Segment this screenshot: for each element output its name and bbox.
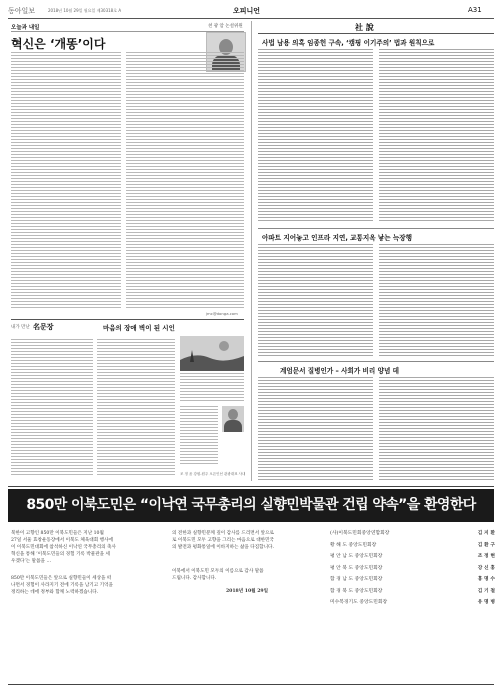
essay-top-rule: [11, 319, 244, 320]
ad-line: 850만 이북도민들은 앞으로 실향민들이 세상을 떠: [11, 576, 112, 581]
editorial-text-3b: [379, 377, 494, 481]
ad-line: 북한이 고향인 850만 이북도민들은 지난 10월: [11, 531, 104, 536]
sponsor-name: 김 기 철: [477, 587, 495, 594]
sponsor-name: 홍 명 수: [477, 576, 495, 582]
editorial-text-2a: [258, 244, 373, 356]
essay-header: [11, 322, 244, 336]
sponsor-org: 함 경 남 도 중앙도민회장: [330, 577, 383, 582]
essay-illustration: [180, 336, 244, 371]
essay-series: 내가 만난: [11, 325, 30, 330]
ad-line: 나면서 경험이 사라지기 전에 기록을 남기고 기억을: [11, 583, 113, 588]
sponsor-name: 유 명 병: [477, 599, 495, 605]
masthead: [8, 6, 494, 17]
ad-line: 이북에서 이북도민 모두의 이름으로 감사 말씀: [172, 569, 264, 574]
sponsor-row: [330, 551, 495, 563]
ad-line: 의 발전과 평화통일에 이바지하는 삶을 다짐합니다.: [172, 545, 274, 550]
editorial-rule-3: [258, 361, 494, 362]
sponsor-name: 조 정 현: [477, 553, 495, 559]
essay-text-4: [180, 406, 218, 466]
section-name: 오피니언: [233, 7, 261, 15]
essay-series-name: 名문장: [33, 322, 54, 331]
ad-headline: 850만 이북도민은 “이낙연 국무총리의 실향민박물관 건립 약속”을 환영한다: [26, 497, 476, 513]
newspaper-name: 동아일보: [8, 7, 36, 15]
editorial-rule-1: [258, 33, 494, 34]
column-divider: [251, 21, 252, 481]
ad-body-mid: [172, 530, 322, 660]
ad-banner: [8, 489, 494, 522]
ad-bottom-rule: [8, 684, 494, 685]
sunset-scene-icon: [180, 336, 244, 371]
page-number: A31: [468, 6, 482, 14]
ad-line: 정리하는 데에 정부와 함께 노력하겠습니다.: [11, 590, 99, 595]
sponsor-row: [330, 597, 495, 609]
masthead-rule: [8, 18, 494, 19]
ad-sponsor-list: [330, 528, 495, 609]
editorial-title-2: 아파트 지어놓고 인프라 지연, 교통지옥 낳는 늑장행: [262, 234, 413, 242]
editorial-title-3: 계엄문서 질병인가 – 사회가 비리 양념 데: [280, 367, 399, 375]
editorial-text-2b: [379, 244, 494, 356]
editorial-kicker: 社 說: [355, 22, 374, 32]
ad-body-left: [11, 530, 171, 660]
sponsor-org: 황 해 도 중앙도민회장: [330, 542, 377, 548]
editorial-text-3a: [258, 377, 373, 481]
column-series: 오늘과 내일: [11, 25, 40, 31]
editorial-text-1a: [258, 49, 373, 223]
sponsor-row: [330, 574, 495, 586]
ad-line: 혁신을 통해 ‘이북도민들의 경험 기록 박물관을 세: [11, 552, 110, 557]
essay-author: 조 정 윤 강원-원주 오픈인선 관광대표 사내: [180, 472, 246, 476]
sponsor-name: 김 지 환: [477, 530, 495, 536]
ad-line: 27일 서울 효창운동장에서 이북도 체육대회 행사에: [11, 538, 113, 543]
sponsor-org: (사)이북도민회중앙연합회장: [330, 531, 390, 536]
essay-text: [11, 339, 93, 477]
essay-author-photo: [222, 406, 244, 432]
sponsor-name: 강 신 홍: [477, 564, 495, 571]
ad-line: 로 이북도민 모두 고향을 그리는 마음으로 대한민국: [172, 538, 274, 543]
editorial-text-1b: [379, 49, 494, 223]
sponsor-org: 평 안 남 도 중앙도민회장: [330, 554, 383, 559]
column-email: jmc@donga.com: [206, 311, 238, 316]
editorial-title-1: 사법 남용 의혹 임종헌 구속, ‘캠핑 이기주의’ 법과 원칙으로: [262, 39, 435, 47]
sponsor-row: [330, 586, 495, 598]
sponsor-org: 미수복경기도 중앙도민회장: [330, 600, 388, 605]
sponsor-row: [330, 563, 495, 575]
column-author: 천 광 암 논설위원: [208, 24, 243, 29]
ad-line: 이 이북도민대회에 참석하신 이낙연 국무총리의 축사: [11, 545, 116, 550]
sponsor-org: 함 경 북 도 중앙도민회장: [330, 588, 383, 594]
ad-line: 드립니다. 감사합니다.: [172, 576, 217, 581]
sponsor-name: 김 환 구: [477, 541, 495, 548]
sponsor-org: 평 안 북 도 중앙도민회장: [330, 565, 383, 571]
ad-line: 의 전한과 실향민분께 깊이 감사를 드리면서 앞으로: [172, 531, 274, 536]
ad-line: 우겠다’는 말씀을 …: [11, 559, 52, 564]
sponsor-row: [330, 528, 495, 540]
essay-text-3: [180, 373, 244, 403]
essay-text-2: [97, 339, 175, 477]
essay-title: 마음의 장애 벽이 된 시인: [103, 324, 175, 332]
sponsor-row: [330, 540, 495, 552]
ad-top-rule: [8, 486, 494, 487]
column-text-2: [126, 52, 244, 310]
issue-date: 2018년 10월 29일 월요일 제30318호 A: [48, 8, 122, 13]
editorial-rule-2: [258, 228, 494, 229]
ad-date: 2018년 10월 29일: [225, 589, 269, 594]
column-title: 혁신은 ‘개똥’이다: [11, 37, 106, 51]
column-text: [11, 52, 121, 310]
